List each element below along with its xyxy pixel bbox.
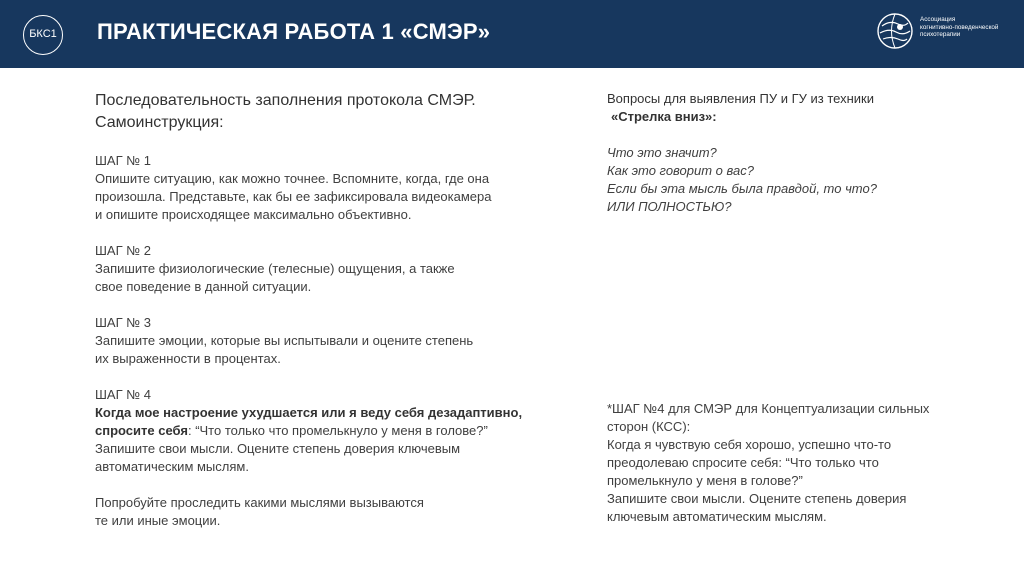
association-logo bbox=[876, 12, 1016, 52]
questions-list bbox=[607, 144, 987, 216]
step-1 bbox=[95, 152, 535, 224]
questions-subheading: «Стрелка вниз»: bbox=[611, 109, 717, 124]
step-question: : “Что только что промелькнуло у меня в голове?” bbox=[187, 423, 488, 438]
step-text: и опишите происходящее максимально объективно. bbox=[95, 207, 412, 222]
question-item: Как это говорит о вас? bbox=[607, 163, 754, 178]
closing-text: те или иные эмоции. bbox=[95, 513, 221, 528]
step-text: Запишите эмоции, которые вы испытывали и оцените степень bbox=[95, 333, 474, 348]
step-question-line bbox=[95, 422, 535, 440]
note-line: ключевым автоматическим мыслям. bbox=[607, 509, 827, 524]
globe-logo-icon bbox=[876, 12, 914, 50]
closing-note bbox=[95, 494, 535, 530]
step-text: их выраженности в процентах. bbox=[95, 351, 281, 366]
page-title: ПРАКТИЧЕСКАЯ РАБОТА 1 «СМЭР» bbox=[97, 19, 491, 44]
heading-line: Последовательность заполнения протокола СМЭР. bbox=[95, 92, 476, 109]
note-line: промелькнуло у меня в голове?” bbox=[607, 473, 803, 488]
logo-text bbox=[920, 16, 1020, 39]
step-title: ШАГ № 4 bbox=[95, 387, 152, 402]
slide-badge: БКС1 bbox=[23, 15, 63, 55]
note-line: *ШАГ №4 для СМЭР для Концептуализации сильных bbox=[607, 401, 930, 416]
step-text: Запишите свои мысли. Оцените степень доверия ключевым bbox=[95, 441, 461, 456]
step-text: Опишите ситуацию, как можно точнее. Вспомните, когда, где она bbox=[95, 171, 490, 186]
step-title: ШАГ № 2 bbox=[95, 243, 152, 258]
note-line: сторон (КСС): bbox=[607, 419, 691, 434]
step-2 bbox=[95, 242, 535, 296]
note-line: Запишите свои мысли. Оцените степень доверия bbox=[607, 491, 907, 506]
logo-line: когнитивно-поведенческой bbox=[920, 23, 999, 31]
header-bar bbox=[0, 0, 1024, 68]
step-3 bbox=[95, 314, 535, 368]
question-item: Если бы эта мысль была правдой, то что? bbox=[607, 181, 877, 196]
step-text: автоматическим мыслям. bbox=[95, 459, 249, 474]
step-text: Запишите физиологические (телесные) ощущения, а также bbox=[95, 261, 455, 276]
step-title: ШАГ № 1 bbox=[95, 153, 152, 168]
strengths-note bbox=[607, 400, 987, 526]
step-bold-prefix: спросите себя bbox=[95, 423, 188, 438]
section-heading bbox=[95, 90, 535, 134]
heading-line: Самоинструкция: bbox=[95, 114, 224, 131]
question-item: ИЛИ ПОЛНОСТЬЮ? bbox=[607, 199, 732, 214]
note-line: Когда я чувствую себя хорошо, успешно что-то bbox=[607, 437, 892, 452]
step-bold-text: Когда мое настроение ухудшается или я веду себя дезадаптивно, bbox=[95, 405, 523, 420]
step-text: произошла. Представьте, как бы ее зафиксировала видеокамера bbox=[95, 189, 492, 204]
step-4 bbox=[95, 386, 535, 476]
step-text: свое поведение в данной ситуации. bbox=[95, 279, 312, 294]
question-item: Что это значит? bbox=[607, 145, 717, 160]
note-line: преодолеваю спросите себя: “Что только что bbox=[607, 455, 879, 470]
logo-line: психотерапии bbox=[920, 31, 961, 38]
questions-heading: Вопросы для выявления ПУ и ГУ из техники bbox=[607, 91, 874, 106]
step-title: ШАГ № 3 bbox=[95, 315, 152, 330]
logo-line: Ассоциация bbox=[920, 16, 956, 23]
questions-block bbox=[607, 90, 987, 216]
left-column bbox=[95, 90, 535, 548]
closing-text: Попробуйте проследить какими мыслями вызываются bbox=[95, 495, 424, 510]
